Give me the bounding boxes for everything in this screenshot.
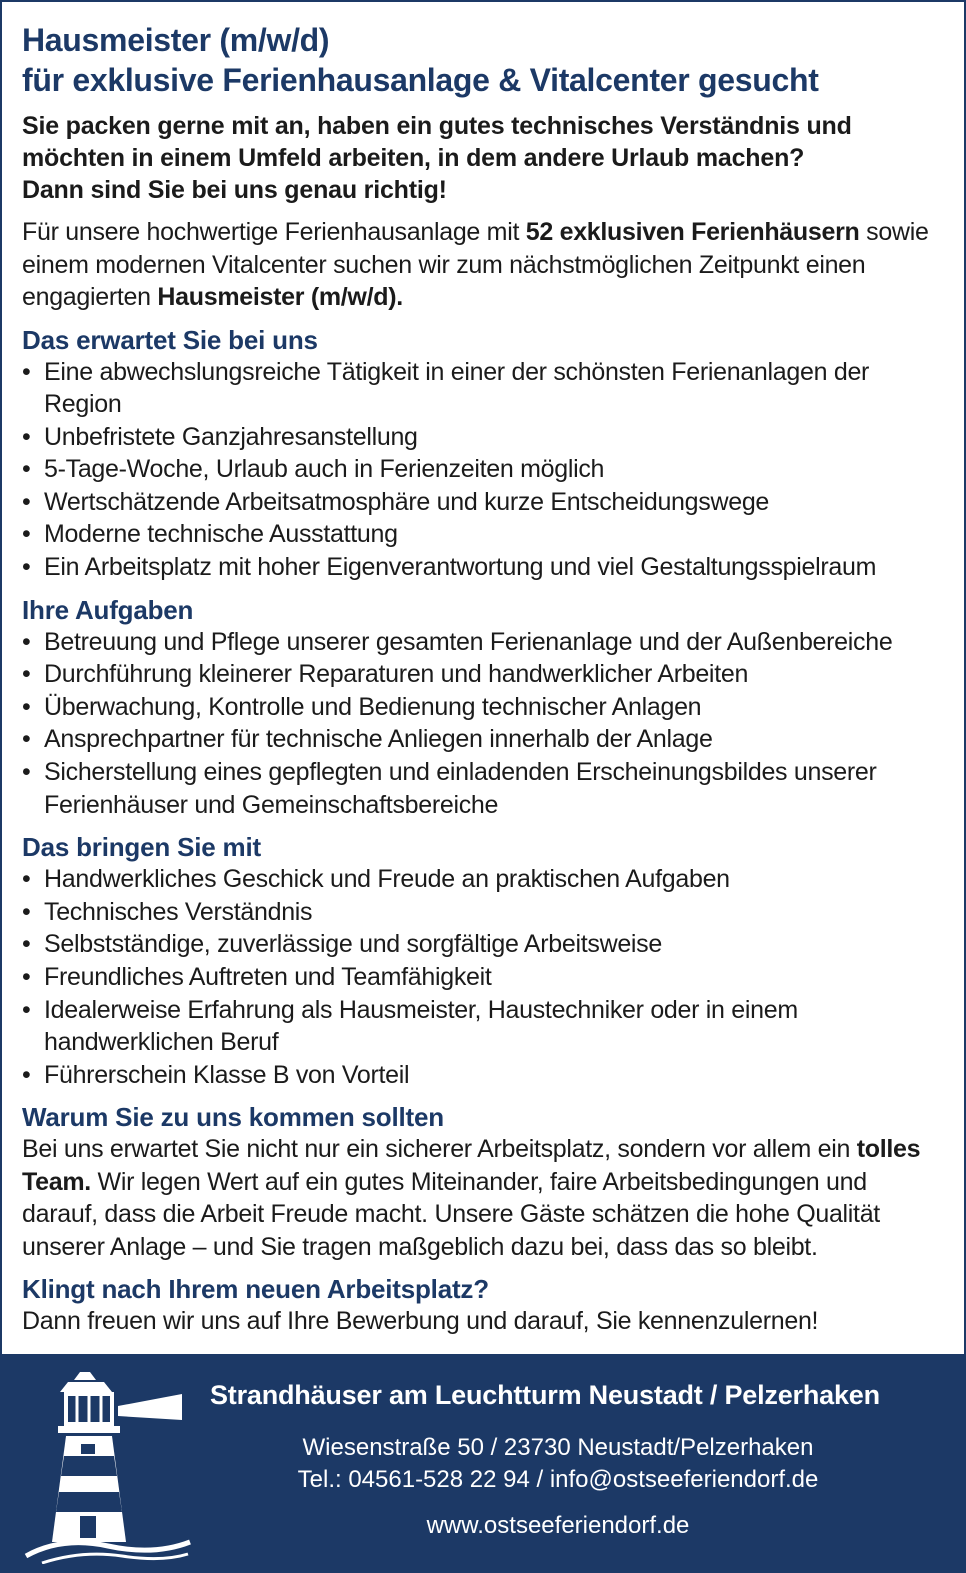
section-heading-cta: Klingt nach Ihrem neuen Arbeitsplatz? [22,1274,489,1305]
ad-content [22,20,947,1338]
list-item: • Ein Arbeitsplatz mit hoher Eigenverantwortung und viel Gestaltungsspielraum [22,551,947,584]
intro-bold-position: Hausmeister (m/w/d). [157,283,403,311]
tasks-list [22,626,947,822]
list-item: • Handwerkliches Geschick und Freude an praktischen Aufgaben [22,863,947,896]
company-name: Strandhäuser am Leuchtturm Neustadt / Pelzerhaken [210,1380,880,1410]
lead-text [22,110,947,206]
list-item: • Idealerweise Erfahrung als Hausmeister, Haustechniker oder in einem handwerklichen Beruf [22,994,947,1059]
list-item: • Führerschein Klasse B von Vorteil [22,1059,947,1092]
list-item: • Betreuung und Pflege unserer gesamten Ferienanlage und der Außenbereiche [22,626,947,659]
list-item: • Sicherstellung eines gepflegten und einladenden Erscheinungsbildes unserer Ferienhäuser und Gemeinschaftsbereiche [22,756,947,821]
offer-list [22,356,947,584]
list-item: • Technisches Verständnis [22,896,947,929]
list-item: • Moderne technische Ausstattung [22,518,947,551]
company-address: Wiesenstraße 50 / 23730 Neustadt/Pelzerhaken [302,1434,814,1461]
company-contact[interactable]: Tel.: 04561-528 22 94 / info@ostseeferiendorf.de [297,1466,819,1493]
why-text-2: Wir legen Wert auf ein gutes Miteinander, faire Arbeitsbedingungen und darauf, dass die Arbeit Freude macht. Unsere Gäste schätzen die hohe Qualität unserer Anlage – und Sie tragen maßgeblich dazu bei, dass das so bleibt. [22,1167,880,1261]
list-item: • Überwachung, Kontrolle und Bedienung technischer Anlagen [22,691,947,724]
intro-bold-houses: 52 exklusiven Ferienhäusern [525,218,860,246]
list-item: • Wertschätzende Arbeitsatmosphäre und kurze Entscheidungswege [22,486,947,519]
list-item: • Durchführung kleinerer Reparaturen und handwerklicher Arbeiten [22,658,947,691]
section-heading-tasks: Ihre Aufgaben [22,594,194,625]
title-line-1: Hausmeister (m/w/d) [22,22,330,58]
list-item: • Unbefristete Ganzjahresanstellung [22,421,947,454]
list-item: • Ansprechpartner für technische Anliegen innerhalb der Anlage [22,723,947,756]
footer-contact-bar [2,1354,964,1571]
title-line-2: für exklusive Ferienhausanlage & Vitalcenter gesucht [22,62,819,98]
list-item: • Eine abwechslungsreiche Tätigkeit in einer der schönsten Ferienanlagen der Region [22,356,947,421]
page-title [22,20,947,100]
section-heading-profile: Das bringen Sie mit [22,832,261,863]
list-item: • 5-Tage-Woche, Urlaub auch in Ferienzeiten möglich [22,453,947,486]
lighthouse-icon [22,1364,192,1564]
intro-paragraph [22,216,947,314]
lead-line-3: Dann sind Sie bei uns genau richtig! [22,176,447,204]
lead-line-2: möchten in einem Umfeld arbeiten, in dem andere Urlaub machen? [22,144,805,172]
intro-text-2: sowie einem modernen Vitalcenter suchen wir zum nächstmöglichen Zeitpunkt einen engagierten [22,218,929,311]
section-heading-why: Warum Sie zu uns kommen sollten [22,1102,444,1133]
list-item: • Selbstständige, zuverlässige und sorgfältige Arbeitsweise [22,928,947,961]
cta-text: Dann freuen wir uns auf Ihre Bewerbung und darauf, Sie kennenzulernen! [22,1307,819,1336]
intro-text-1: Für unsere hochwertige Ferienhausanlage mit [22,218,526,246]
company-website-link[interactable]: www.ostseeferiendorf.de [426,1512,690,1539]
section-heading-offer: Das erwartet Sie bei uns [22,324,318,355]
why-text-1: Bei uns erwartet Sie nicht nur ein sicherer Arbeitsplatz, sondern vor allem ein [22,1135,857,1164]
lead-line-1: Sie packen gerne mit an, haben ein gutes technisches Verständnis und [22,112,852,140]
profile-list [22,863,947,1091]
why-paragraph [22,1133,947,1263]
list-item: • Freundliches Auftreten und Teamfähigkeit [22,961,947,994]
why-bold-team: tolles Team. [22,1135,921,1196]
